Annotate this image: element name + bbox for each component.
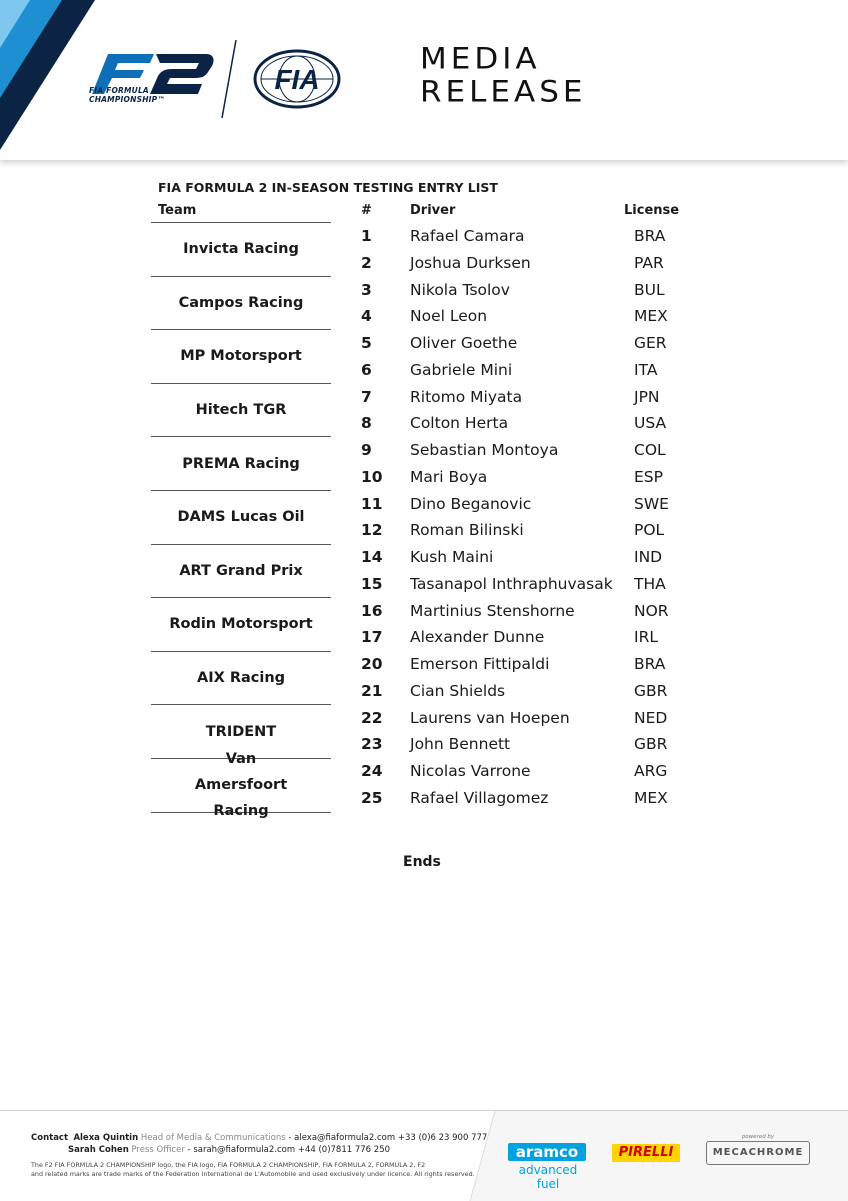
table-row: [0, 652, 848, 679]
f2-logo-subtitle: [89, 86, 219, 104]
car-number: 14: [361, 548, 383, 566]
car-number: 10: [361, 467, 383, 486]
car-number: 23: [361, 735, 383, 754]
car-number: 1: [361, 227, 372, 245]
car-number: 15: [361, 574, 383, 593]
driver-license: NOR: [634, 601, 669, 620]
column-header-number: #: [361, 203, 372, 218]
table-row: [0, 599, 848, 626]
team-cell: ART Grand Prix: [151, 545, 331, 599]
column-header-license: License: [624, 203, 680, 218]
driver-license: POL: [634, 521, 665, 540]
table-row: [0, 358, 848, 385]
title-line1: MEDIA: [420, 42, 541, 77]
table-row: [0, 518, 848, 545]
driver-name: Rafael Camara: [410, 227, 525, 245]
driver-name: Ritomo Miyata: [410, 387, 523, 406]
driver-license: ARG: [634, 762, 668, 780]
table-row: [0, 679, 848, 706]
driver-name: Colton Herta: [410, 414, 509, 433]
driver-license: NED: [634, 708, 668, 727]
contact1-role: Head of Media & Communications: [140, 1133, 286, 1143]
mecachrome-wordmark: MECACHROME: [712, 1147, 804, 1158]
contact-line-2: [31, 1144, 487, 1156]
driver-license: ESP: [634, 467, 663, 486]
driver-name: Gabriele Mini: [410, 360, 513, 379]
contact-block: [31, 1132, 487, 1156]
table-row: [0, 385, 848, 412]
legal-notice: [31, 1161, 491, 1179]
title-line2: RELEASE: [420, 75, 587, 110]
car-number: 4: [361, 307, 372, 326]
driver-license: JPN: [634, 387, 660, 406]
f2-subtitle-line1: FIA FORMULA 2: [89, 86, 158, 95]
driver-license: BRA: [634, 227, 666, 245]
team-cell: TRIDENT: [151, 705, 331, 759]
table-row: [0, 625, 848, 652]
table-row: [0, 572, 848, 599]
media-release-title: [420, 44, 586, 110]
car-number: 9: [361, 441, 372, 459]
logo-divider: [218, 40, 238, 120]
entry-list-title: FIA FORMULA 2 IN-SEASON TESTING ENTRY LIST: [158, 180, 498, 195]
contact2-role: Press Officer: [131, 1145, 185, 1155]
car-number: 12: [361, 521, 383, 540]
table-row: [0, 759, 848, 786]
team-cell: AIX Racing: [151, 652, 331, 706]
table-row: [0, 304, 848, 331]
car-number: 16: [361, 601, 383, 620]
driver-license: GBR: [634, 735, 668, 754]
aramco-logo: [508, 1143, 588, 1191]
driver-name: Martinius Stenshorne: [410, 601, 575, 620]
driver-license: ITA: [634, 360, 658, 379]
ends-marker: Ends: [403, 854, 441, 870]
car-number: 5: [361, 334, 372, 352]
column-header-team: Team: [158, 203, 197, 218]
driver-name: Nicolas Varrone: [410, 762, 531, 780]
driver-name: Rafael Villagomez: [410, 788, 549, 807]
fia-logo-text: FIA: [274, 64, 320, 95]
table-row: [0, 331, 848, 358]
driver-license: GBR: [634, 681, 668, 700]
table-row: [0, 278, 848, 305]
driver-name: Oliver Goethe: [410, 334, 518, 352]
page-header: [0, 0, 848, 160]
team-cell: Rodin Motorsport: [151, 598, 331, 652]
fia-logo: [252, 48, 342, 110]
entry-rows: [0, 224, 848, 813]
contact1-details: - alexa@fiaformula2.com +33 (0)6 23 900 777: [288, 1133, 488, 1143]
table-row: [0, 786, 848, 813]
driver-name: Laurens van Hoepen: [410, 708, 570, 727]
aramco-wordmark: aramco: [508, 1143, 586, 1161]
driver-name: Alexander Dunne: [410, 628, 545, 647]
driver-name: Noel Leon: [410, 307, 488, 326]
page-footer: [0, 1110, 848, 1201]
car-number: 3: [361, 280, 372, 299]
driver-license: IRL: [634, 628, 658, 647]
column-header-driver: Driver: [410, 203, 456, 218]
driver-license: THA: [634, 574, 666, 593]
table-row: [0, 492, 848, 519]
legal-line1: The F2 FIA FORMULA 2 CHAMPIONSHIP logo, the FIA logo, FIA FORMULA 2 CHAMPIONSHIP, FIA FORMULA 2, FORMULA 2, F2: [31, 1161, 426, 1169]
car-number: 2: [361, 253, 372, 272]
table-row: [0, 438, 848, 465]
team-cell: Van Amersfoort Racing: [151, 759, 331, 813]
car-number: 22: [361, 708, 383, 727]
driver-license: MEX: [634, 307, 668, 326]
driver-license: SWE: [634, 494, 669, 513]
driver-license: USA: [634, 414, 667, 433]
car-number: 25: [361, 788, 383, 807]
mecachrome-powered-by: powered by: [741, 1134, 775, 1140]
contact-line-1: [31, 1132, 487, 1144]
driver-name: Kush Maini: [410, 548, 494, 566]
table-row: [0, 465, 848, 492]
team-cell: Campos Racing: [151, 277, 331, 331]
driver-license: BRA: [634, 655, 666, 673]
car-number: 11: [361, 494, 383, 513]
table-row: [0, 224, 848, 251]
driver-name: Sebastian Montoya: [410, 441, 559, 459]
contact2-name: Sarah Cohen: [68, 1145, 129, 1155]
driver-license: MEX: [634, 788, 668, 807]
driver-name: Nikola Tsolov: [410, 280, 510, 299]
team-cell: DAMS Lucas Oil: [151, 491, 331, 545]
driver-license: BUL: [634, 280, 665, 299]
car-number: 6: [361, 360, 372, 379]
contact1-name: Alexa Quintin: [73, 1133, 139, 1143]
driver-name: Cian Shields: [410, 681, 506, 700]
car-number: 8: [361, 414, 372, 433]
table-row: [0, 706, 848, 733]
car-number: 7: [361, 387, 372, 406]
pirelli-logo: PIRELLI: [612, 1144, 680, 1162]
car-number: 24: [361, 762, 383, 780]
driver-name: Mari Boya: [410, 467, 488, 486]
table-row: [0, 545, 848, 572]
driver-name: Dino Beganovic: [410, 494, 532, 513]
mecachrome-logo: [706, 1134, 810, 1165]
driver-name: John Bennett: [410, 735, 511, 754]
car-number: 17: [361, 628, 383, 647]
driver-license: PAR: [634, 253, 664, 272]
driver-name: Emerson Fittipaldi: [410, 655, 550, 673]
team-cell: Invicta Racing: [151, 223, 331, 277]
legal-line2: and related marks are trade marks of the Federation International de L'Automobile and used exclusively under licence. All rights reserved.: [31, 1170, 475, 1178]
aramco-tagline: advanced fuel: [518, 1163, 578, 1191]
table-row: [0, 251, 848, 278]
driver-license: IND: [634, 548, 663, 566]
team-cell: Hitech TGR: [151, 384, 331, 438]
driver-license: GER: [634, 334, 667, 352]
team-cell: MP Motorsport: [151, 330, 331, 384]
driver-name: Tasanapol Inthraphuvasak: [410, 574, 613, 593]
team-cell: PREMA Racing: [151, 437, 331, 491]
driver-name: Roman Bilinski: [410, 521, 524, 540]
table-row: [0, 732, 848, 759]
car-number: 20: [361, 655, 383, 673]
contact-label: Contact: [31, 1133, 69, 1143]
driver-license: COL: [634, 441, 666, 459]
table-row: [0, 411, 848, 438]
car-number: 21: [361, 681, 383, 700]
f2-subtitle-line2: CHAMPIONSHIP™: [89, 95, 166, 104]
contact2-details: - sarah@fiaformula2.com +44 (0)7811 776 250: [187, 1145, 391, 1155]
driver-name: Joshua Durksen: [410, 253, 531, 272]
